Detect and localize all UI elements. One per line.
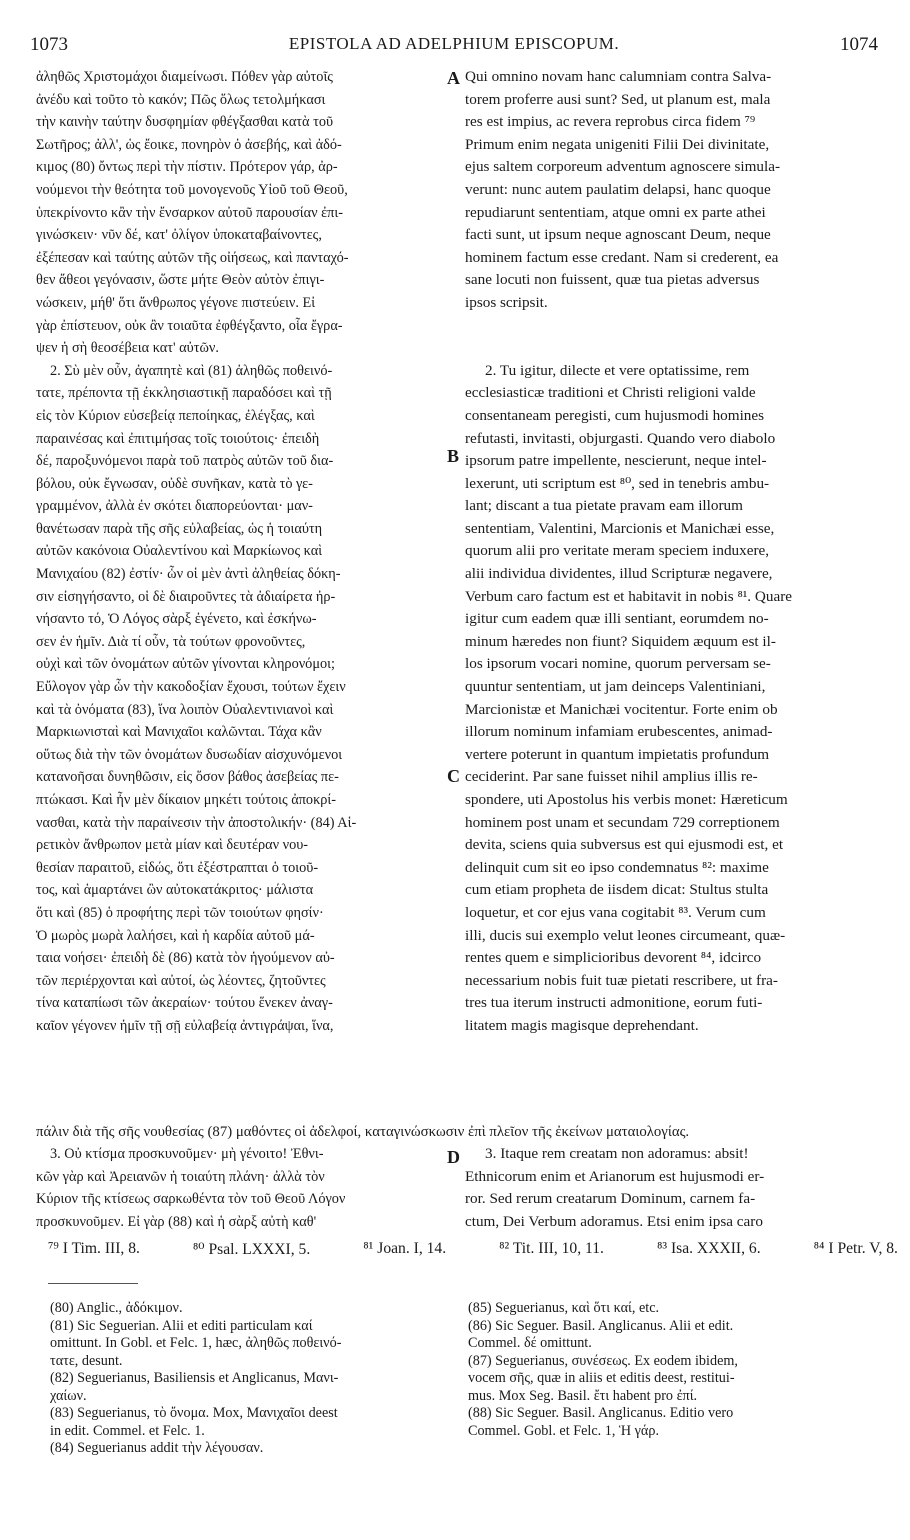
critical-note-line: χαίων.	[50, 1387, 87, 1404]
biblical-reference: ⁸⁴ I Petr. V, 8.	[813, 1240, 898, 1257]
latin-text-line: consentaneam peregisti, cum hujusmodi homines	[465, 406, 765, 424]
latin-text-line: alii individua dividentes, illud Scripturæ negavere,	[465, 565, 773, 583]
greek-column-section-3	[36, 1143, 446, 1233]
latin-text-line: ipsorum patre impellente, nescierunt, neque intel-	[465, 452, 767, 470]
critical-note-line: (80) Anglic., ἀδόκιμον.	[50, 1300, 183, 1316]
biblical-reference: ⁸³ Isa. XXXII, 6.	[656, 1240, 761, 1257]
greek-text-line: γινώσκειν· νῦν δέ, κατ' ὀλίγον ὑποκαταβαίνοντες,	[36, 227, 322, 244]
greek-text-line: θανέτωσαν παρὰ τῆς σῆς εὐλαβείας, ὡς ἡ τοιαύτη	[36, 520, 323, 537]
critical-note-line: omittunt. In Gobl. et Felc. 1, hæc, ἀληθῶς ποθεινό-	[50, 1335, 342, 1351]
critical-note-line: (83) Seguerianus, τὸ ὄνομα. Mox, Μανιχαῖοι deest	[50, 1405, 338, 1421]
latin-text-line: Primum enim negata unigeniti Filii Dei divinitate,	[465, 135, 770, 153]
latin-text-line: litatem magis magisque deprehendant.	[465, 1016, 699, 1034]
greek-text-line: ἐξέπεσαν καὶ ταύτης αὐτῶν τῆς οἰήσεως, καὶ πανταχό-	[36, 249, 349, 266]
latin-text-line: facti sunt, ut ipsum neque agnoscant Deum, neque	[465, 226, 771, 244]
latin-text-line: cum etiam propheta de iisdem dicat: Stultus stulta	[465, 881, 769, 899]
greek-text-line: κιμος (80) ὄντως περὶ τὴν πίστιν. Πρότερον γάρ, ἀρ-	[36, 159, 338, 176]
critical-notes-left	[50, 1300, 460, 1458]
critical-note-line: in edit. Commel. et Felc. 1.	[50, 1422, 205, 1439]
latin-text-line: lant; discant a tua pietate pravam eam illorum	[465, 497, 743, 515]
greek-text-line: τίνα καταπίωσι τῶν ἀκεραίων· τούτου ἕνεκεν ἀναγ-	[36, 995, 333, 1012]
latin-text-line: repudiarunt sententiam, atque omni ex parte athei	[465, 203, 766, 221]
critical-note-line: (86) Sic Seguer. Basil. Anglicanus. Alii et edit.	[468, 1317, 734, 1334]
latin-text-line: los ipsorum vocari nomine, quorum perversam se-	[465, 655, 771, 673]
greek-text-line: Ὁ μωρὸς μωρὰ λαλήσει, καὶ ἡ καρδία αὐτοῦ μά-	[36, 927, 315, 944]
margin-marker-c: C	[447, 766, 460, 786]
margin-marker-b: B	[447, 446, 460, 466]
latin-text-line: loquetur, et cor ejus vana cogitabit ⁸³. Verum cum	[465, 903, 766, 921]
latin-text-line: lexerunt, uti scriptum est ⁸⁰, sed in tenebris ambu-	[465, 474, 770, 492]
latin-text-line: ecclesiasticæ traditioni et Christi religioni valde	[465, 384, 756, 402]
greek-text-line: γραμμένον, ἀλλὰ ἐν σκότει διαπορεύονται· μαν-	[36, 498, 313, 515]
greek-text-line: εἰς τὸν Κύριον εὐσεβείᾳ πεποίηκας, ἐλέγξας, καὶ	[36, 407, 315, 424]
latin-text-line: torem proferre ausi sunt? Sed, ut planum est, mala	[465, 90, 771, 108]
latin-text-line: illi, ducis sui exemplo velut leones circumeant, quæ-	[465, 926, 786, 944]
latin-text-line: refutasti, invitasti, objurgasti. Quando vero diabolo	[465, 429, 776, 447]
greek-text-line: νούμενοι τὴν θεότητα τοῦ μονογενοῦς Υἱοῦ τοῦ Θεοῦ,	[36, 181, 348, 198]
critical-note-line: (81) Sic Seguerian. Alii et editi particulam καί	[50, 1317, 313, 1334]
greek-text-line: οὕτως διὰ τὴν τῶν ὀνομάτων δυσωδίαν αἰσχυνόμενοι	[36, 746, 343, 763]
greek-text-line: κῶν γὰρ καὶ Ἀρειανῶν ἡ τοιαύτη πλάνη· ἀλλὰ τὸν	[36, 1168, 325, 1185]
biblical-references	[48, 1240, 898, 1259]
latin-text-line: ipsos scripsit.	[465, 293, 548, 311]
latin-column	[465, 66, 875, 1038]
margin-marker-d: D	[447, 1147, 460, 1167]
critical-note-line: τατε, desunt.	[50, 1352, 123, 1369]
latin-text-line: Verbum caro factum est et habitavit in nobis ⁸¹. Quare	[465, 587, 792, 605]
greek-text-line: τατε, πρέποντα τῇ ἐκκλησιαστικῇ παραδόσει καὶ τῇ	[36, 385, 332, 402]
greek-text-line: νασθαι, κατὰ τὴν παραίνεσιν τὴν ἀποστολικήν· (84) Αἱ-	[36, 814, 357, 831]
latin-text-line: sententiam, Valentini, Marcionis et Manichæi esse,	[465, 519, 775, 537]
greek-text-line: σιν εἰσηγήσαντο, οἱ δὲ διαιροῦντες τὰ ἀδιαίρετα ἠρ-	[36, 588, 336, 605]
critical-note-line: Commel. δέ omittunt.	[468, 1335, 592, 1351]
critical-note-line: (85) Seguerianus, καὶ ὅτι καί, etc.	[468, 1300, 660, 1316]
latin-text-line: spondere, uti Apostolus his verbis monet: Hæreticum	[465, 791, 788, 808]
latin-text-line: igitur cum eadem quæ illi sentiant, eorumdem no-	[465, 610, 769, 628]
greek-text-line: καῖον γέγονεν ἡμῖν τῇ σῇ εὐλαβείᾳ ἀντιγράψαι, ἵνα,	[36, 1017, 334, 1034]
notes-divider	[48, 1283, 138, 1284]
greek-text-line: Μαρκιωνισταὶ καὶ Μανιχαῖοι καλῶνται. Τάχα κἂν	[36, 724, 322, 741]
latin-text-line: hominem post unam et secundam 729 correptionem	[465, 813, 780, 831]
greek-text-line: ἀληθῶς Χριστομάχοι διαμείνωσι. Πόθεν γὰρ αὐτοῖς	[36, 69, 333, 85]
greek-text-line: βόλου, οὐκ ἔγνωσαν, οὐδὲ συνῆκαν, κατὰ τὸ γε-	[36, 475, 313, 492]
greek-text-line: θεν ἄθεοι γεγόνασιν, ὥστε μήτε Θεὸν αὐτὸν ἐπιγι-	[36, 272, 325, 289]
critical-note-line: (87) Seguerianus, συνέσεως. Ex eodem ibidem,	[468, 1352, 738, 1369]
latin-text-line: devita, sciens quia subversus est qui ejusmodi est, et	[465, 836, 784, 854]
latin-text-line: Ethnicorum enim et Arianorum est hujusmodi er-	[465, 1167, 765, 1185]
latin-text-line: ejus saltem corporeum adventum agnoscere simula-	[465, 158, 781, 176]
latin-text-line: ctum, Dei Verbum adoramus. Etsi enim ipsa caro	[465, 1212, 763, 1230]
latin-text-line: 3. Itaque rem creatam non adoramus: absit!	[485, 1145, 749, 1162]
latin-text-line: hominem factum esse credant. Nam si crederent, ea	[465, 248, 779, 266]
greek-text-line: καὶ τὰ ὀνόματα (83), ἵνα λοιπὸν Οὐαλεντινιανοὶ καὶ	[36, 701, 334, 718]
greek-text-line: τος, καὶ ἁμαρτάνει ὢν αὐτοκατάκριτος· μάλιστα	[36, 882, 314, 899]
greek-text-line: νώσκειν, μήθ' ὅτι ἄνθρωπος γέγονε πιστεύειν. Εἰ	[36, 294, 316, 311]
latin-text-line: rentes quem e simplicioribus devorent ⁸⁴, idcirco	[465, 949, 762, 967]
latin-text-line	[465, 315, 875, 338]
greek-text-line: δέ, παροξυνόμενοι παρὰ τοῦ πατρὸς αὐτῶν τοῦ δια-	[36, 453, 334, 470]
greek-text-line: γὰρ ἐπίστευον, οὐκ ἂν τοιαῦτα ἐφθέγξαντο, οἷα ἔγρα-	[36, 317, 343, 334]
latin-text-line: res est impius, ac revera reprobus circa fidem ⁷⁹	[465, 113, 756, 131]
latin-text-line	[465, 337, 875, 360]
critical-notes-right	[468, 1300, 888, 1440]
greek-text-line: τὴν καινὴν ταύτην δυσφημίαν φθέγξασθαι κατὰ τοῦ	[36, 114, 334, 131]
greek-text-line: ἀνέδυ καὶ τοῦτο τὸ κακόν; Πῶς ὅλως τετολμήκασι	[36, 91, 326, 108]
greek-bridge-line: πάλιν διὰ τῆς σῆς νουθεσίας (87) μαθόντες οἱ ἀδελφοί, καταγινώσκωσιν ἐπὶ πλεῖον τῆς ἐκείνων ματαιολογίας.	[36, 1124, 690, 1140]
latin-text-line: tres tua iterum instructi admonitione, eorum futi-	[465, 994, 763, 1012]
page-number-right: 1074	[840, 34, 878, 55]
latin-text-line: sane locuti non fuissent, quæ tua pietas adversus	[465, 271, 760, 289]
greek-text-line: οὐχὶ καὶ τῶν ὀνομάτων αὐτῶν γίνονται κληρονόμοι;	[36, 656, 335, 673]
running-header	[30, 34, 878, 60]
biblical-reference: ⁸¹ Joan. I, 14.	[363, 1240, 447, 1257]
latin-text-line: 2. Tu igitur, dilecte et vere optatissime, rem	[485, 361, 750, 379]
greek-text-line: ρετικὸν ἄνθρωπον μετὰ μίαν καὶ δευτέραν νου-	[36, 837, 309, 854]
latin-text-line: delinquit cum sit eo ipso condemnatus ⁸²: maxime	[465, 858, 769, 876]
critical-note-line: Commel. Gobl. et Felc. 1, Ἡ γάρ.	[468, 1422, 659, 1439]
latin-text-line: quuntur sententiam, ut jam deinceps Valentiniani,	[465, 678, 766, 696]
greek-text-line: ὅτι καὶ (85) ὁ προφήτης περὶ τῶν τοιούτων φησίν·	[36, 904, 324, 921]
biblical-reference: ⁸⁰ Psal. LXXXI, 5.	[192, 1241, 311, 1258]
greek-text-line: 3. Οὐ κτίσμα προσκυνοῦμεν· μὴ γένοιτο! Ἐθνι-	[50, 1146, 324, 1162]
latin-text-line: quorum alii pro veritate meram speciem induxere,	[465, 542, 770, 560]
greek-text-line: τῶν περιέρχονται καὶ αὐτοί, ὡς λέοντες, ζητοῦντες	[36, 972, 326, 989]
latin-text-line: necessarium nobis fuit tuæ pietati rescribere, ut fra-	[465, 971, 778, 989]
critical-note-line: mus. Mox Seg. Basil. ἔτι habent pro ἐπί.	[468, 1387, 698, 1404]
greek-text-line: προσκυνοῦμεν. Εἰ γὰρ (88) καὶ ἡ σὰρξ αὐτὴ καθ'	[36, 1213, 317, 1230]
latin-text-line: Qui omnino novam hanc calumniam contra Salva-	[465, 68, 772, 85]
latin-text-line: ceciderint. Par sane fuisset nihil amplius illis re-	[465, 768, 758, 786]
greek-text-line: ταια νοήσει· ἐπειδὴ δὲ (86) κατὰ τὸν ἡγούμενον αὐ-	[36, 950, 335, 967]
margin-marker-a: A	[447, 68, 460, 88]
greek-text-line: νήσαντο τό, Ὁ Λόγος σὰρξ ἐγένετο, καὶ ἐσκήνω-	[36, 611, 317, 628]
greek-text-line: παραινέσας καὶ ἐπιτιμήσας τοῖς τοιούτοις· ἐπειδὴ	[36, 430, 320, 447]
latin-text-line: vertere poterunt in quantum impietatis profundum	[465, 745, 770, 763]
greek-text-line: Μανιχαίου (82) ἐστίν· ὧν οἱ μὲν ἀντὶ ἀληθείας δόκη-	[36, 566, 341, 583]
latin-text-line: ror. Sed rerum creatarum Dominum, carnem fa-	[465, 1190, 756, 1208]
greek-text-line: Σωτῆρος; ἀλλ', ὡς ἔοικε, πονηρὸν ὁ ἀσεβής, καὶ ἀδό-	[36, 136, 342, 153]
biblical-reference: ⁸² Tit. III, 10, 11.	[499, 1240, 604, 1257]
latin-text-line: illorum nominum infamiam erubescentes, animad-	[465, 723, 773, 741]
latin-text-line: minum hæredes non fiunt? Siquidem æquum est il-	[465, 632, 776, 650]
critical-note-line: (88) Sic Seguer. Basil. Anglicanus. Editio vero	[468, 1405, 734, 1421]
critical-note-line: (84) Seguerianus addit τὴν λέγουσαν.	[50, 1440, 264, 1456]
greek-text-line: Κύριον τῆς κτίσεως σαρκωθέντα τὸν τοῦ Θεοῦ Λόγον	[36, 1191, 346, 1208]
greek-text-line: πτώκασι. Καὶ ἦν μὲν δίκαιον μηκέτι τούτοις ἀποκρί-	[36, 792, 337, 808]
page-number-left: 1073	[30, 34, 68, 55]
greek-text-line: αὐτῶν κακόνοια Οὐαλεντίνου καὶ Μαρκίωνος καὶ	[36, 543, 323, 560]
greek-text-line: θεσίαν παραιτοῦ, εἰδώς, ὅτι ἐξέστραπται ὁ τοιοῦ-	[36, 859, 319, 876]
greek-text-line: Εὔλογον γὰρ ὧν τὴν κακοδοξίαν ἔχουσι, τούτων ἔχειν	[36, 679, 346, 696]
greek-text-line: κατανοῆσαι δυνηθῶσιν, εἰς ὅσον βάθος ἀσεβείας πε-	[36, 769, 339, 786]
greek-text-line: 2. Σὺ μὲν οὖν, ἀγαπητὲ καὶ (81) ἀληθῶς ποθεινό-	[50, 362, 333, 379]
greek-text-line: ψεν ἡ σὴ θεοσέβεια κατ' αὐτῶν.	[36, 340, 219, 357]
critical-note-line: (82) Seguerianus, Basiliensis et Anglicanus, Μανι-	[50, 1370, 339, 1386]
critical-note-line: vocem σῆς, quæ in aliis et editis deest, restitui-	[468, 1370, 735, 1386]
latin-text-line: Marcionistæ et Manichæi vocitentur. Forte enim ob	[465, 700, 778, 718]
biblical-reference: ⁷⁹ I Tim. III, 8.	[48, 1240, 140, 1257]
greek-text-line: ὑπεκρίνοντο κἂν τὴν ἔνσαρκον αὐτοῦ παρουσίαν ἐπι-	[36, 204, 343, 221]
greek-text-line: σεν ἐν ἡμῖν. Διὰ τί οὖν, τὰ τούτων φρονοῦντες,	[36, 633, 306, 650]
latin-text-line: verunt: nunc autem paulatim delapsi, hanc quoque	[465, 180, 771, 198]
running-title: EPISTOLA AD ADELPHIUM EPISCOPUM.	[288, 34, 620, 53]
latin-column-section-3	[465, 1143, 875, 1233]
greek-column	[36, 66, 446, 1038]
